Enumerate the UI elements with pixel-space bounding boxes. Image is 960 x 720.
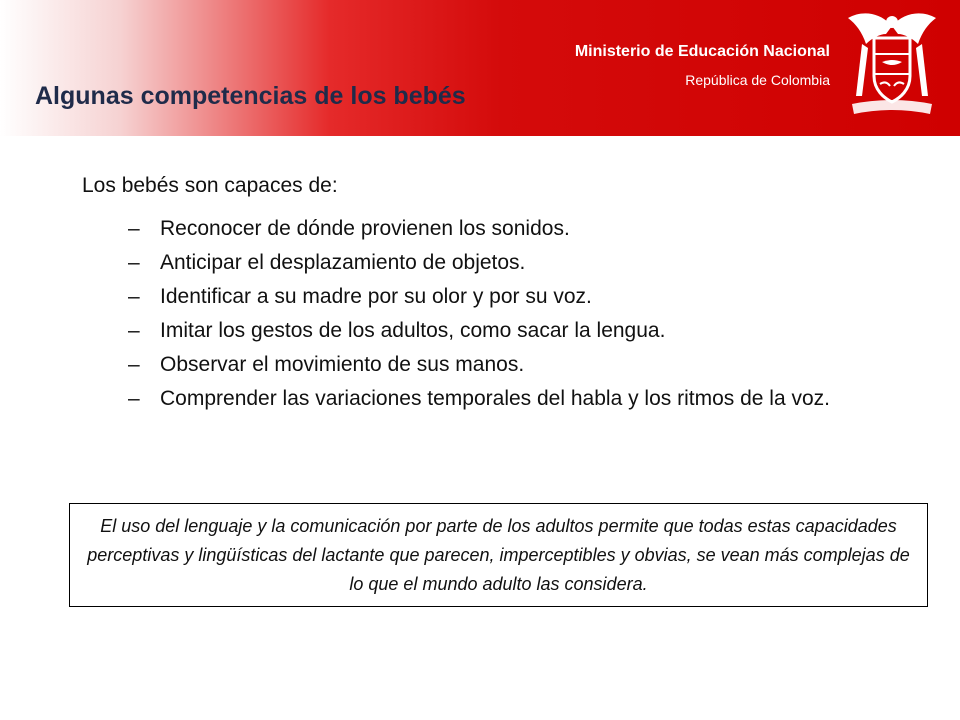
coat-of-arms-logo xyxy=(842,4,942,130)
list-item xyxy=(128,318,888,344)
ministry-name: Ministerio de Educación Nacional xyxy=(574,43,830,60)
list-item xyxy=(128,216,888,242)
list-item-text: Anticipar el desplazamiento de objetos. xyxy=(160,251,526,274)
list-item xyxy=(128,284,888,310)
list-item-text: Observar el movimiento de sus manos. xyxy=(160,353,525,376)
bullet-dash: – xyxy=(128,251,140,274)
intro-text: Los bebés son capaces de: xyxy=(82,174,338,197)
list-item-text: Reconocer de dónde provienen los sonidos. xyxy=(160,217,570,240)
list-item-text: Identificar a su madre por su olor y por su voz. xyxy=(160,285,592,308)
bullet-dash: – xyxy=(128,217,140,240)
list-item-text: Comprender las variaciones temporales del habla y los ritmos de la voz. xyxy=(160,387,830,410)
list-item xyxy=(128,352,888,378)
competencies-list xyxy=(128,216,888,420)
list-item-text: Imitar los gestos de los adultos, como sacar la lengua. xyxy=(160,319,666,342)
note-box: El uso del lenguaje y la comunicación por parte de los adultos permite que todas estas capacidades perceptivas y lingüísticas del lactante que parecen, imperceptibles y obvias, se vean más complejas de lo que el mundo adulto las considera. xyxy=(69,503,928,607)
bullet-dash: – xyxy=(128,285,140,308)
header-banner xyxy=(0,0,960,136)
list-item xyxy=(128,386,888,412)
ministry-subtitle: República de Colombia xyxy=(685,72,830,88)
bullet-dash: – xyxy=(128,387,140,410)
bullet-dash: – xyxy=(128,353,140,376)
list-item xyxy=(128,250,888,276)
slide-title: Algunas competencias de los bebés xyxy=(35,82,466,110)
bullet-dash: – xyxy=(128,319,140,342)
